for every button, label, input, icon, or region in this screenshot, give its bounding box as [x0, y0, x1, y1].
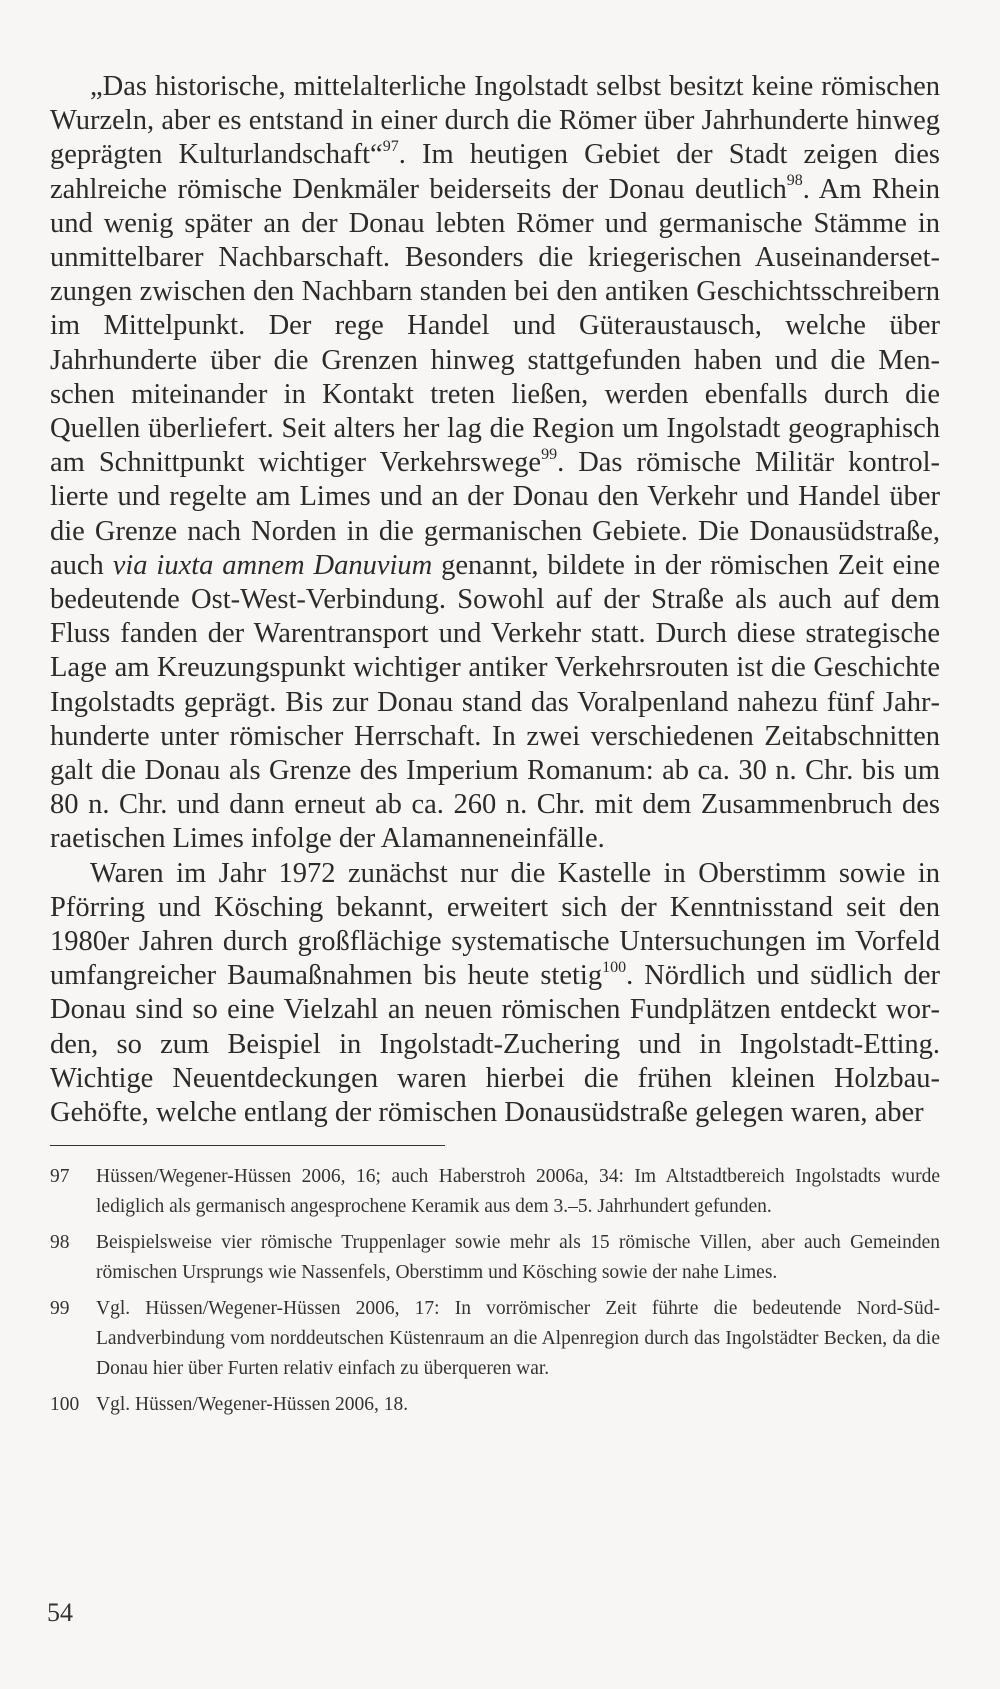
- footnote-divider: [50, 1145, 445, 1146]
- footnote-text: Hüssen/Wegener-Hüssen 2006, 16; auch Haberstroh 2006a, 34: Im Altstadtbereich Ingolstadts wurde lediglich als germanisch angesprochene Keramik aus dem 3.–5. Jahrhundert gefunden.: [96, 1166, 940, 1217]
- paragraph-2-text-a: Waren im Jahr 1972 zunächst nur die Kastelle in Oberstimm sowie in Pförring und Kösching bekannt, erweitert sich der Kenntnisstand seit den 1980er Jahren durch großflächige systematische Untersuchungen im Vorfeld umfangreicher Baumaßnahmen bis heute stetig: [50, 857, 940, 992]
- footnote-ref-100[interactable]: 100: [602, 958, 627, 976]
- paragraph-2: [50, 857, 940, 1131]
- paragraph-1-text-e: genannt, bildete in der römischen Zeit eine bedeutende Ost-West-Verbindung. Sowohl auf der Straße als auch auf dem Fluss fanden der Warentransport und Verkehr statt. Durch diese strategische Lage am Kreuzungspunkt wichtiger antiker Verkehrsrouten ist die Geschichte Ingolstadts geprägt. Bis zur Donau stand das Voralpenland nahezu fünf Jahrhunderte unter römischer Herrschaft. In zwei verschiedenen Zeitabschnitten galt die Donau als Grenze des Imperium Romanum: ab ca. 30 n. Chr. bis um 80 n. Chr. und dann erneut ab ca. 260 n. Chr. mit dem Zusammenbruch des raetischen Limes infolge der Alamanneneinfälle.: [50, 549, 940, 855]
- footnote-number: 99: [50, 1298, 70, 1319]
- paragraph-1-text-a: „Das historische, mittelalterliche Ingolstadt selbst besitzt keine römischen Wurzeln, aber es entstand in einer durch die Römer über Jahrhunderte hinweg geprägten Kulturlandschaft“: [50, 71, 940, 171]
- paragraph-1-text-c: . Am Rhein und wenig später an der Donau lebten Römer und germanische Stämme in unmittelbarer Nachbarschaft. Besonders die kriegerischen Auseinandersetzungen zwischen den Nachbarn standen bei den antiken Geschichtsschreibern im Mittelpunkt. Der rege Handel und Güteraustausch, welche über Jahrhunderte über die Grenzen hinweg stattgefunden haben und die Menschen miteinander in Kontakt treten ließen, werden ebenfalls durch die Quellen überliefert. Seit alters her lag die Region um Ingolstadt geographisch am Schnittpunkt wichtiger Verkehrswege: [50, 173, 940, 479]
- paragraph-1: [50, 70, 940, 857]
- main-text: [50, 70, 940, 1130]
- footnotes: [50, 1162, 940, 1426]
- paragraph-2-text-b: . Nördlich und südlich der Donau sind so eine Vielzahl an neuen römischen Fundplätzen entdeckt worden, so zum Beispiel in Ingolstadt-Zuchering und in Ingolstadt-Etting. Wichtige Neuentdeckungen waren hierbei die frühen kleinen Holzbau-Gehöfte, welche entlang der römischen Donausüdstraße gelegen waren, aber: [50, 960, 941, 1129]
- footnote-number: 97: [50, 1166, 70, 1187]
- footnote-ref-97[interactable]: 97: [382, 137, 399, 155]
- latin-road-name: via iuxta amnem Danuvium: [112, 549, 433, 581]
- footnote-ref-98[interactable]: 98: [786, 172, 803, 190]
- paragraph-1-text-d: . Das römische Militär kontrollierte und regelte am Limes und an der Donau den Verkehr und Handel über die Grenze nach Norden in die germanischen Gebiete. Die Donausüdstraße, auch: [50, 447, 940, 581]
- page-number: 54: [47, 1598, 73, 1627]
- footnote-number: 100: [50, 1394, 80, 1415]
- footnote-text: Vgl. Hüssen/Wegener-Hüssen 2006, 18.: [96, 1394, 409, 1415]
- footnote-text: Vgl. Hüssen/Wegener-Hüssen 2006, 17: In vorrömischer Zeit führte die bedeutende Nord-Süd-Landverbindung vom norddeutschen Küstenraum an die Alpenregion durch das Ingolstädter Becken, da die Donau hier über Furten relativ einfach zu überqueren war.: [96, 1298, 940, 1379]
- footnote-98: [50, 1228, 940, 1288]
- footnote-99: [50, 1294, 940, 1384]
- footnote-ref-99[interactable]: 99: [541, 445, 558, 463]
- footnote-100: [50, 1390, 940, 1420]
- footnote-text: Beispielsweise vier römische Truppenlager sowie mehr als 15 römische Villen, aber auch Gemeinden römischen Ursprungs wie Nassenfels, Oberstimm und Kösching sowie der nahe Limes.: [96, 1232, 940, 1283]
- paragraph-1-text-b: . Im heutigen Gebiet der Stadt zeigen dies zahlreiche römische Denkmäler beiderseits der Donau deutlich: [50, 139, 940, 205]
- body-text: [50, 70, 940, 1130]
- footnote-97: [50, 1162, 940, 1222]
- footnote-number: 98: [50, 1232, 70, 1253]
